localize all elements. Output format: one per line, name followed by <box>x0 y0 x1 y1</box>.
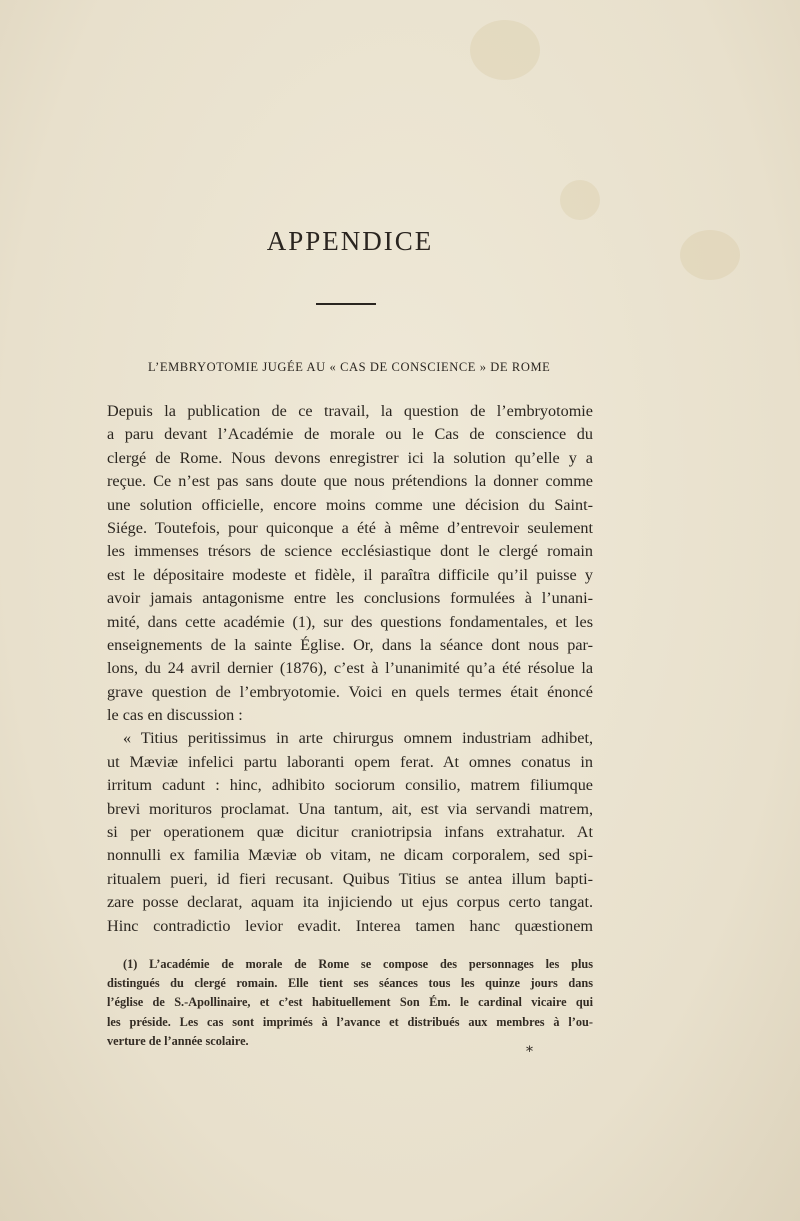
body-line: nonnulli ex familia Mæviæ ob vitam, ne dicam corporalem, sed spi- <box>107 846 593 865</box>
body-line: « Titius peritissimus in arte chirurgus omnem industriam adhibet, <box>123 729 593 748</box>
body-line: a paru devant l’Académie de morale ou le Cas de conscience du <box>107 425 593 444</box>
body-line: irritum cadunt : hinc, adhibito sociorum consilio, matrem filiumque <box>107 776 593 795</box>
footnote-line: les préside. Les cas sont imprimés à l’avance et distribués aux membres à l’ou- <box>107 1014 593 1029</box>
body-line: les immenses trésors de science ecclésiastique dont le clergé romain <box>107 542 593 561</box>
body-line: avoir jamais antagonisme entre les conclusions formulées à l’unani- <box>107 589 593 608</box>
body-line: ritualem pueri, id fieri recusant. Quibus Titius se antea illum bapti- <box>107 869 593 888</box>
body-line: enseignements de la sainte Église. Or, dans la séance dont nous par- <box>107 635 593 654</box>
body-line: Siége. Toutefois, pour quiconque a été à même d’entrevoir seulement <box>107 518 593 537</box>
body-line: reçue. Ce n’est pas sans doute que nous prétendions la donner comme <box>107 472 593 491</box>
body-line: zare posse declarat, aquam ita injiciendo ut ejus corpus certo tangat. <box>107 893 593 912</box>
footnote-line: (1) L’académie de morale de Rome se compose des personnages les plus <box>123 957 593 971</box>
body-line: Depuis la publication de ce travail, la question de l’embryotomie <box>107 402 593 420</box>
page-title: APPENDICE <box>266 226 434 256</box>
body-line: mité, dans cette académie (1), sur des questions fondamentales, et les <box>107 612 593 631</box>
body-text <box>107 400 593 938</box>
paper-stain <box>470 20 540 80</box>
body-line: Hinc contradictio levior evadit. Interea tamen hanc quæstionem <box>107 916 593 935</box>
signature-mark: * <box>526 1044 533 1060</box>
section-subheading: L’EMBRYOTOMIE JUGÉE AU « CAS DE CONSCIENCE » DE ROME <box>148 360 551 374</box>
body-line: est le dépositaire modeste et fidèle, il paraîtra difficile qu’il puisse y <box>107 565 593 584</box>
title-rule <box>316 303 376 305</box>
body-line: ut Mæviæ infelici partu laboranti opem ferat. At omnes conatus in <box>107 752 593 771</box>
body-line: le cas en discussion : <box>107 706 243 725</box>
body-line: brevi morituros proclamat. Una tantum, ait, est via servandi matrem, <box>107 799 593 818</box>
body-line: une solution officielle, encore moins comme une décision du Saint- <box>107 495 593 514</box>
body-line: lons, du 24 avril dernier (1876), c’est à l’unanimité qu’a été résolue la <box>107 659 593 678</box>
footnote-line: verture de l’année scolaire. <box>107 1033 249 1048</box>
body-line: clergé de Rome. Nous devons enregistrer ici la solution qu’elle y a <box>107 448 593 467</box>
body-line: grave question de l’embryotomie. Voici en quels termes était énoncé <box>107 682 593 701</box>
footnote-line: distingués du clergé romain. Elle tient ses séances tous les quinze jours dans <box>107 976 593 991</box>
paper-stain <box>560 180 600 220</box>
body-line: si per operationem quæ dicitur craniotripsia infans extrahatur. At <box>107 823 593 842</box>
footnote <box>107 955 593 1051</box>
footnote-line: l’église de S.-Apollinaire, et c’est habituellement Son Ém. le cardinal vicaire qui <box>107 995 593 1010</box>
